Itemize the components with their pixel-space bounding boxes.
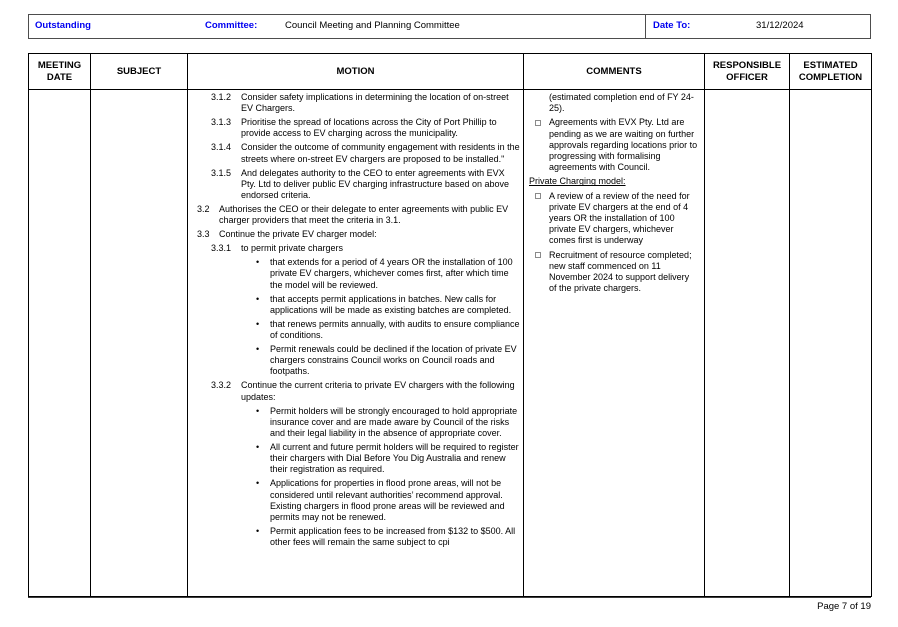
estimated-completion-cell — [790, 90, 872, 597]
square-bullet-icon — [535, 252, 541, 258]
motion-item-number: 3.1.3 — [211, 117, 232, 128]
motion-item — [190, 344, 521, 378]
motion-item-text: that accepts permit applications in batches. New calls for applications will be made as existing batches are completed. — [270, 293, 512, 315]
comments-item-text: (estimated completion end of FY 24-25). — [549, 92, 694, 114]
committee-value: Council Meeting and Planning Committee — [285, 20, 460, 31]
bullet-icon: • — [256, 318, 260, 329]
responsible-officer-cell — [705, 90, 790, 597]
committee-label: Committee: — [205, 20, 258, 31]
bullet-icon: • — [256, 257, 260, 268]
meeting-date-value — [29, 90, 90, 596]
column-header-comments: COMMENTS — [524, 54, 705, 90]
motion-item-text: Consider safety implications in determining the location of on-street EV Chargers. — [241, 92, 509, 114]
motion-item-text: Permit holders will be strongly encouraged to hold appropriate insurance cover and are made aware by Council of the risks and their legal liability in the absence of appropriate cover. — [270, 405, 518, 439]
motion-item-text: that renews permits annually, with audits to ensure compliance of conditions. — [270, 318, 520, 341]
comments-list — [524, 90, 704, 596]
comments-item-text: A review of a review of the need for private EV chargers at the end of 4 years OR the installation of 100 private EV chargers, whichever comes first is underway — [549, 190, 690, 246]
motion-item — [190, 117, 521, 139]
motion-item-number: 3.1.5 — [211, 167, 232, 178]
motion-item-text: that extends for a period of 4 years OR the installation of 100 private EV chargers, whichever comes first, after which time the model will be reviewed. — [270, 257, 513, 290]
subject-cell — [91, 90, 188, 597]
page-number: Page 7 of 19 — [817, 601, 871, 612]
motion-item-number: 3.3.2 — [211, 380, 232, 391]
motion-item-text: Authorises the CEO or their delegate to enter agreements with public EV charger providers that meet the criteria in 3.1. — [219, 204, 509, 226]
motion-item-text: Continue the private EV charger model: — [219, 229, 377, 240]
square-bullet-icon — [535, 193, 541, 199]
bullet-icon: • — [256, 344, 260, 355]
motion-item — [190, 142, 521, 164]
motion-item-text: Permit renewals could be declined if the location of private EV chargers constrains Council works on Council roads and footpaths. — [270, 344, 517, 377]
motion-item-text: Applications for properties in flood prone areas, will not be considered until relevant authorities’ recommend approval. Existing chargers in flood prone areas will be reviewed and permits may not be renewed. — [270, 478, 505, 523]
motion-item — [190, 243, 521, 254]
motion-item — [190, 294, 521, 316]
footer-divider — [28, 597, 871, 598]
motion-item-text: Prioritise the spread of locations across the City of Port Phillip to provide access to EV charging across the municipality. — [241, 117, 497, 139]
square-bullet-icon — [535, 120, 541, 126]
motion-item — [190, 257, 521, 291]
motion-item-number: 3.3 — [197, 229, 210, 240]
table-header-row — [29, 54, 872, 90]
comments-heading: Private Charging model: — [529, 176, 626, 187]
motion-item-text: And delegates authority to the CEO to enter agreements with EVX Pty. Ltd to deliver public EV charging infrastructure based on above endorsed criteria. — [241, 167, 509, 201]
estimated-completion-value — [790, 90, 871, 596]
column-header-meeting-date: MEETING DATE — [29, 54, 91, 90]
motion-item-text: Consider the outcome of community engagement with residents in the streets where on-street EV chargers are proposed to be installed." — [241, 142, 520, 164]
comments-item-text: Agreements with EVX Pty. Ltd are pending as we are waiting on further approvals regarding locations prior to progressing with formalising agreements with Council. — [549, 117, 698, 173]
motion-item-number: 3.2 — [197, 204, 210, 215]
column-header-motion: MOTION — [188, 54, 524, 90]
bullet-icon: • — [256, 478, 260, 489]
outstanding-items-table — [28, 53, 872, 597]
motion-item — [190, 168, 521, 202]
motion-item-number: 3.1.2 — [211, 92, 232, 102]
motion-item-number: 3.1.4 — [211, 142, 232, 153]
document-header-bar — [28, 14, 871, 39]
motion-item-text: All current and future permit holders will be required to register their chargers with Dial Before You Dig Australia and renew their registration as required. — [270, 442, 519, 475]
subject-value — [91, 90, 187, 596]
bullet-icon: • — [256, 526, 260, 537]
header-cell-divider — [645, 15, 646, 38]
motion-item — [190, 406, 521, 440]
comments-item — [526, 176, 702, 187]
table-row — [29, 90, 872, 597]
motion-item — [190, 442, 521, 476]
column-header-subject: SUBJECT — [91, 54, 188, 90]
motion-item — [190, 229, 521, 240]
bullet-icon: • — [256, 442, 260, 453]
bullet-icon: • — [256, 293, 260, 304]
comments-item — [526, 191, 702, 247]
motion-item-text: to permit private chargers — [241, 243, 344, 254]
comments-item — [526, 250, 702, 295]
column-header-responsible-officer: RESPONSIBLE OFFICER — [705, 54, 790, 90]
comments-item — [526, 117, 702, 173]
motion-item-number: 3.3.1 — [211, 243, 232, 254]
responsible-officer-value — [705, 90, 789, 596]
column-header-estimated-completion: ESTIMATED COMPLETION — [790, 54, 872, 90]
motion-item — [190, 526, 521, 548]
motion-list — [188, 90, 523, 596]
comments-item-text: Recruitment of resource completed; new staff commenced on 11 November 2024 to support delivery of the private chargers. — [549, 249, 692, 294]
comments-cell — [524, 90, 705, 597]
comments-item — [526, 92, 702, 114]
motion-item-text: Continue the current criteria to private EV chargers with the following updates: — [241, 380, 515, 402]
status-label: Outstanding — [35, 20, 91, 31]
date-to-value: 31/12/2024 — [756, 20, 804, 31]
motion-item — [190, 478, 521, 523]
motion-item — [190, 380, 521, 402]
motion-item-text: Permit application fees to be increased from $132 to $500. All other fees will remain the same subject to cpi — [270, 526, 516, 548]
motion-cell — [188, 90, 524, 597]
meeting-date-cell — [29, 90, 91, 597]
motion-item — [190, 204, 521, 226]
motion-item — [190, 92, 521, 114]
bullet-icon: • — [256, 405, 260, 416]
motion-item — [190, 319, 521, 341]
date-to-label: Date To: — [653, 20, 691, 31]
